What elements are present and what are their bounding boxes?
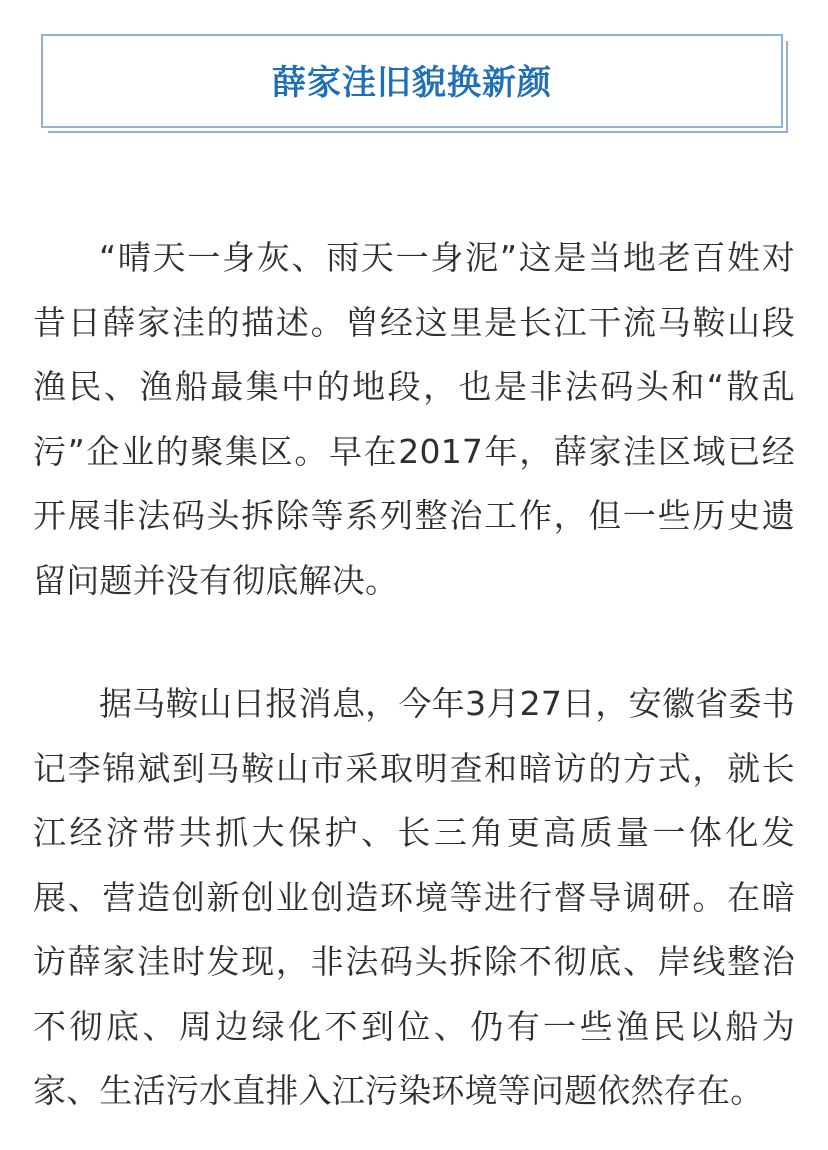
title-banner [41,34,795,140]
article-paragraph-1: “晴天一身灰、雨天一身泥”这是当地老百姓对昔日薛家洼的描述。曾经这里是长江干流马鞍山段渔民、渔船最集中的地段，也是非法码头和“散乱污”企业的聚集区。早在2017年，薛家洼区域已经开展非法码头拆除等系列整治工作，但一些历史遗留问题并没有彻底解决。 [33,238,795,600]
article-paragraph-2: 据马鞍山日报消息，今年3月27日，安徽省委书记李锦斌到马鞍山市采取明查和暗访的方式，就长江经济带共抓大保护、长三角更高质量一体化发展、营造创新创业创造环境等进行督导调研。在暗访薛家洼时发现，非法码头拆除不彻底、岸线整治不彻底、周边绿化不到位、仍有一些渔民以船为家、生活污水直排入江污染环境等问题依然存在。 [33,684,795,1110]
section-title: 薛家洼旧貌换新颜 [272,62,552,103]
title-banner-frame [41,34,783,128]
